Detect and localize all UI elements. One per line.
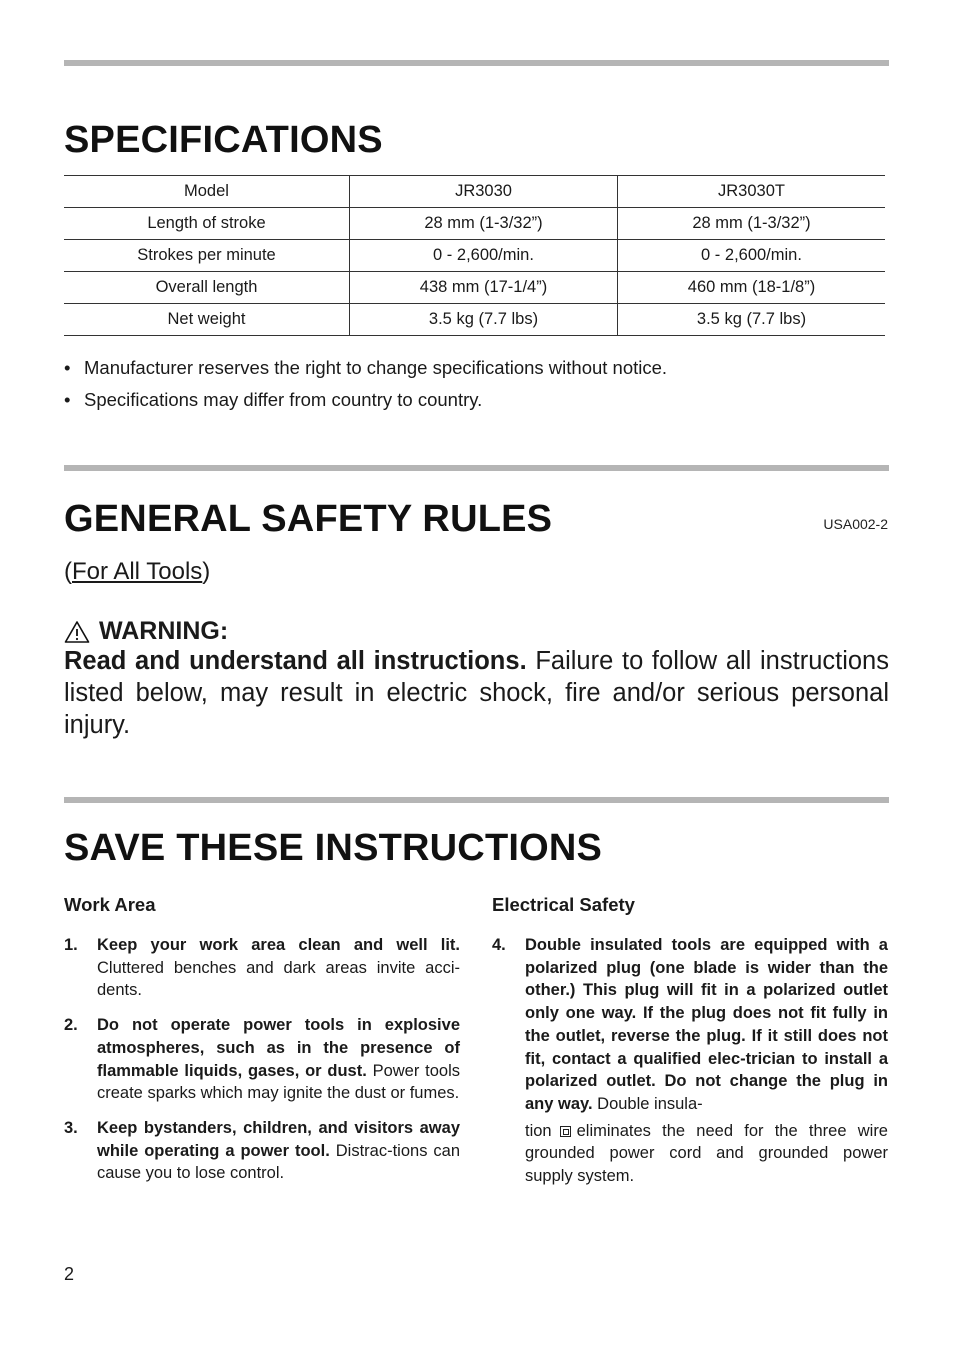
table-cell: 0 - 2,600/min. xyxy=(350,240,618,272)
item-text xyxy=(525,934,888,1188)
table-row xyxy=(64,176,885,208)
item-bold-text: Do not operate power tools in explosive atmospheres, such as in the presence of flammable liquids, gases, or dust. xyxy=(97,1016,460,1080)
double-insulation-icon xyxy=(560,1126,571,1137)
work-area-heading: Work Area xyxy=(64,894,156,915)
electrical-safety-column xyxy=(492,893,888,1200)
table-cell: Length of stroke xyxy=(64,208,350,240)
warning-label: WARNING: xyxy=(99,617,229,645)
list-item xyxy=(64,1014,460,1105)
table-row xyxy=(64,304,885,336)
list-item xyxy=(492,934,888,1188)
note-text: Manufacturer reserves the right to change specifications without notice. xyxy=(84,357,668,378)
paren-open: ( xyxy=(64,558,72,585)
section-divider xyxy=(64,465,889,471)
table-header-cell: Model xyxy=(64,176,350,208)
warning-triangle-icon xyxy=(64,620,90,644)
list-item xyxy=(64,934,460,1002)
item-bold-text: Keep your work area clean and well lit. xyxy=(97,936,460,954)
table-cell: 28 mm (1-3/32”) xyxy=(618,208,886,240)
subtitle-text: For All Tools xyxy=(72,558,203,585)
table-row xyxy=(64,208,885,240)
item-body-text: Double insula- xyxy=(592,1094,703,1113)
bullet: • xyxy=(64,357,71,378)
table-cell: 438 mm (17-1/4”) xyxy=(350,272,618,304)
table-cell: 3.5 kg (7.7 lbs) xyxy=(618,304,886,336)
item-bold-text: Double insulated tools are equipped with a polarized plug (one blade is wider than the other.) This plug will fit in a polarized outlet only one way. If the plug does not fit fully in the outlet, reverse the plug. If it still does not fit, contact a qualified elec-trician to install a polarized outlet. Do not change the plug in any way. xyxy=(525,936,888,1113)
top-divider xyxy=(64,60,889,66)
section-divider xyxy=(64,797,889,803)
table-cell: 460 mm (18-1/8”) xyxy=(618,272,886,304)
specification-notes xyxy=(64,352,889,416)
item-number: 3. xyxy=(64,1118,78,1137)
specifications-table xyxy=(64,175,885,336)
item-continuation xyxy=(525,1120,888,1188)
specifications-title: SPECIFICATIONS xyxy=(64,119,383,161)
item-body-text: Cluttered benches and dark areas invite acci-dents. xyxy=(97,958,460,1000)
item-bold-text: Keep bystanders, children, and visitors away while operating a power tool. xyxy=(97,1118,460,1160)
list-item xyxy=(64,1117,460,1185)
item-body-text: Power tools create sparks which may ignite the dust or fumes. xyxy=(97,1061,460,1103)
save-instructions-title: SAVE THESE INSTRUCTIONS xyxy=(64,827,603,869)
table-row xyxy=(64,272,885,304)
warning-text: Failure to follow all instructions listed below, may result in electric shock, fire and/or serious personal injury. xyxy=(64,647,889,739)
list-item xyxy=(64,384,889,416)
table-cell: Strokes per minute xyxy=(64,240,350,272)
table-cell: Net weight xyxy=(64,304,350,336)
page-number: 2 xyxy=(64,1264,75,1284)
item-text xyxy=(97,934,460,1002)
table-row xyxy=(64,240,885,272)
table-cell: 3.5 kg (7.7 lbs) xyxy=(350,304,618,336)
electrical-safety-heading: Electrical Safety xyxy=(492,894,635,915)
item-number: 2. xyxy=(64,1016,78,1035)
continuation-post: eliminates the need for the three wire grounded power cord and grounded power supply system. xyxy=(525,1121,888,1186)
warning-heading xyxy=(64,617,228,646)
item-text xyxy=(97,1117,460,1185)
work-area-column xyxy=(64,893,460,1197)
table-header-cell: JR3030T xyxy=(618,176,886,208)
list-item xyxy=(64,352,889,384)
warning-body xyxy=(64,645,889,741)
item-number: 1. xyxy=(64,936,78,954)
note-text: Specifications may differ from country to country. xyxy=(84,389,483,410)
bullet: • xyxy=(64,389,71,410)
warning-bold-text: Read and understand all instructions. xyxy=(64,647,527,675)
table-header-cell: JR3030 xyxy=(350,176,618,208)
document-code: USA002-2 xyxy=(823,516,888,532)
table-cell: 0 - 2,600/min. xyxy=(618,240,886,272)
paren-close: ) xyxy=(202,558,211,585)
item-number: 4. xyxy=(492,936,506,954)
table-cell: Overall length xyxy=(64,272,350,304)
general-safety-title: GENERAL SAFETY RULES xyxy=(64,498,553,540)
item-body-text: Distrac-tions can cause you to lose control. xyxy=(97,1141,460,1183)
continuation-pre: tion xyxy=(525,1121,552,1140)
table-cell: 28 mm (1-3/32”) xyxy=(350,208,618,240)
item-text xyxy=(97,1014,460,1105)
safety-subtitle xyxy=(64,558,210,586)
